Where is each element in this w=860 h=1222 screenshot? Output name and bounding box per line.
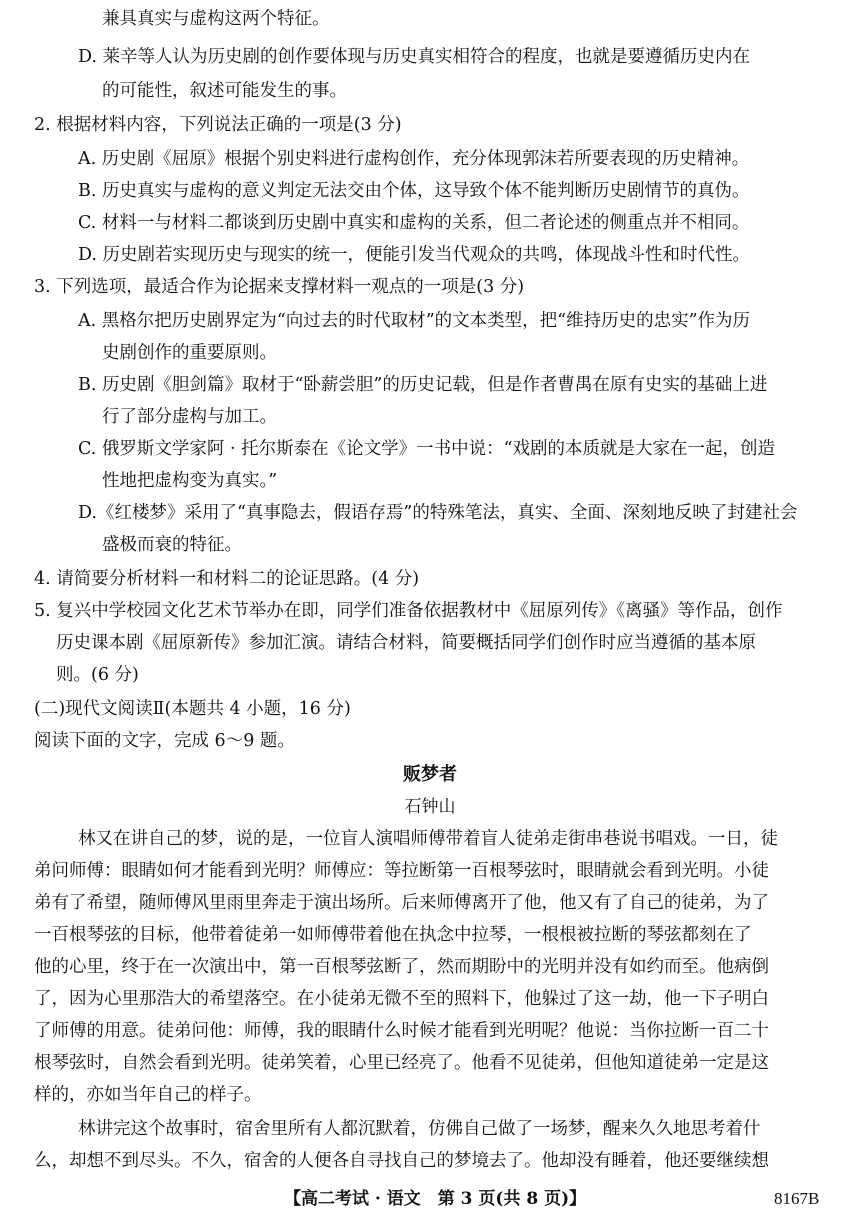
question-5-cont: 则。(6 分) — [56, 665, 139, 685]
question-3-stem: 3. 下列选项，最适合作为论据来支撑材料一观点的一项是(3 分) — [34, 277, 525, 297]
paragraph-line: 弟问师傅：眼睛如何才能看到光明？师傅应：等拉断第一百根琴弦时，眼睛就会看到光明。小徒 — [34, 861, 769, 881]
text-line: 兼具真实与虚构这两个特征。 — [102, 9, 330, 29]
question-2-stem: 2. 根据材料内容，下列说法正确的一项是(3 分) — [34, 115, 402, 135]
paragraph-line: 林讲完这个故事时，宿舍里所有人都沉默着，仿佛自己做了一场梦，醒来久久地思考着什 — [78, 1119, 761, 1139]
q2-option-b: B. 历史真实与虚构的意义判定无法交由个体，这导致个体不能判断历史剧情节的真伪。 — [78, 181, 750, 201]
paragraph-line: 了，因为心里那浩大的希望落空。在小徒弟无微不至的照料下，他躲过了这一劫，他一下子明白 — [34, 989, 769, 1009]
section-heading: (二)现代文阅读Ⅱ(本题共 4 小题，16 分) — [34, 699, 351, 719]
q3-option-b: B. 历史剧《胆剑篇》取材于“卧薪尝胆”的历史记载，但是作者曹禺在原有史实的基础上进 — [78, 375, 768, 395]
question-5: 5. 复兴中学校园文化艺术节举办在即，同学们准备依据教材中《屈原列传》《离骚》等作品，创作 — [34, 601, 783, 621]
paragraph-line: 一百根琴弦的目标，他带着徒弟一如师傅带着他在执念中拉琴，一根根被拉断的琴弦都刻在了 — [34, 925, 752, 945]
q3-option-c-cont: 性地把虚构变为真实。” — [102, 471, 278, 491]
q2-option-c: C. 材料一与材料二都谈到历史剧中真实和虚构的关系，但二者论述的侧重点并不相同。 — [78, 213, 750, 233]
question-5-cont: 历史课本剧《屈原新传》参加汇演。请结合材料，简要概括同学们创作时应当遵循的基本原 — [56, 633, 756, 653]
q3-option-d-cont: 盛极而衰的特征。 — [102, 535, 242, 555]
paragraph-line: 弟有了希望，随师傅风里雨里奔走于演出场所。后来师傅离开了他，他又有了自己的徒弟，为了 — [34, 893, 769, 913]
q3-option-c: C. 俄罗斯文学家阿 · 托尔斯泰在《论文学》一书中说：“戏剧的本质就是大家在一起，创造 — [78, 439, 776, 459]
paragraph-line: 么，却想不到尽头。不久，宿舍的人便各自寻找自己的梦境去了。他却没有睡着，他还要继续想 — [34, 1151, 769, 1171]
paragraph-line: 根琴弦时，自然会看到光明。徒弟笑着，心里已经亮了。他看不见徒弟，但他知道徒弟一定是这 — [34, 1053, 769, 1073]
paragraph-line: 了师傅的用意。徒弟问他：师傅，我的眼睛什么时候才能看到光明呢？他说：当你拉断一百二十 — [34, 1021, 769, 1041]
q2-option-a: A. 历史剧《屈原》根据个别史料进行虚构创作，充分体现郭沫若所要表现的历史精神。 — [78, 149, 750, 169]
q3-option-a: A. 黑格尔把历史剧界定为“向过去的时代取材”的文本类型，把“维持历史的忠实”作为历 — [78, 311, 751, 331]
q3-option-b-cont: 行了部分虚构与加工。 — [102, 407, 277, 427]
text-line: D. 莱辛等人认为历史剧的创作要体现与历史真实相符合的程度，也就是要遵循历史内在 — [78, 47, 751, 67]
q3-option-d: D.《红楼梦》采用了“真事隐去，假语存焉”的特殊笔法，真实、全面、深刻地反映了封建社会 — [78, 503, 798, 523]
q3-option-a-cont: 史剧创作的重要原则。 — [102, 343, 277, 363]
paragraph-line: 样的，亦如当年自己的样子。 — [34, 1085, 262, 1105]
page-footer: 【高二考试 · 语文 第 3 页(共 8 页)】 — [284, 1189, 587, 1209]
exam-code: 8167B — [774, 1189, 820, 1208]
reading-instruction: 阅读下面的文字，完成 6～9 题。 — [34, 731, 295, 751]
question-4: 4. 请简要分析材料一和材料二的论证思路。(4 分) — [34, 569, 420, 589]
story-title: 贩梦者 — [403, 764, 457, 785]
story-author: 石钟山 — [404, 797, 456, 817]
text-line: 的可能性，叙述可能发生的事。 — [102, 81, 347, 101]
paragraph-line: 林又在讲自己的梦，说的是，一位盲人演唱师傅带着盲人徒弟走街串巷说书唱戏。一日，徒 — [78, 829, 778, 849]
paragraph-line: 他的心里，终于在一次演出中，第一百根琴弦断了，然而期盼中的光明并没有如约而至。他病倒 — [34, 957, 769, 977]
q2-option-d: D. 历史剧若实现历史与现实的统一，便能引发当代观众的共鸣，体现战斗性和时代性。 — [78, 245, 751, 265]
